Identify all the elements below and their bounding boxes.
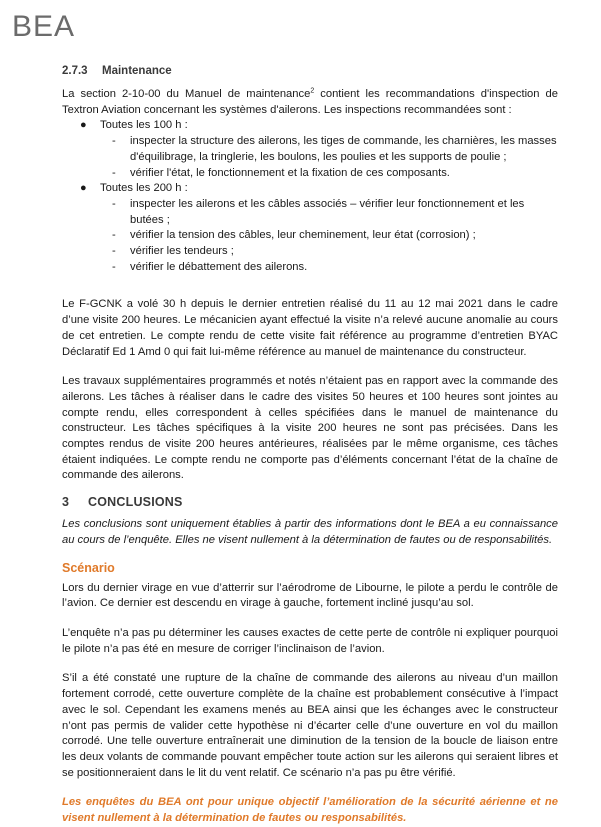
dash-icon: - bbox=[112, 260, 116, 273]
scenario-heading: Scénario bbox=[62, 560, 115, 575]
conclusions-title: CONCLUSIONS bbox=[88, 495, 183, 510]
paragraph-text: La section 2-10-00 du Manuel de maintenance bbox=[62, 88, 311, 100]
page-content bbox=[62, 64, 558, 827]
sub-list-item bbox=[62, 260, 558, 276]
sub-list-item bbox=[62, 244, 558, 260]
section-heading bbox=[62, 64, 558, 78]
list-label: Toutes les 100 h : bbox=[100, 119, 188, 132]
dash-icon: - bbox=[112, 197, 116, 210]
dash-icon: - bbox=[112, 166, 116, 179]
scenario-paragraph-1: Lors du dernier virage en vue d’atterrir sur l’aérodrome de Libourne, le pilote a perdu le contrôle de l’avion. Ce dernier est descendu en virage à gauche, fortement incliné jusqu’au sol. bbox=[62, 581, 558, 610]
sub-list-text: vérifier l'état, le fonctionnement et la fixation de ces composants. bbox=[130, 166, 450, 179]
list-item-100h bbox=[62, 118, 558, 134]
sub-list-text: inspecter la structure des ailerons, les tiges de commande, les charnières, les masses d'équilibrage, la tringlerie, les boulons, les poulies et les supports de poulie ; bbox=[130, 135, 557, 163]
sub-list-text: vérifier la tension des câbles, leur cheminement, leur état (corrosion) ; bbox=[130, 229, 476, 242]
sub-list-item bbox=[62, 134, 558, 165]
bea-disclaimer-note: Les enquêtes du BEA ont pour unique objectif l’amélioration de la sécurité aérienne et ne visent nullement à la détermination de fautes ou responsabilités. bbox=[62, 796, 558, 825]
scenario-paragraph-2: L’enquête n’a pas pu déterminer les causes exactes de cette perte de contrôle ni expliquer pourquoi le pilote n’a pas été en mesure de corriger l’inclinaison de l’avion. bbox=[62, 626, 558, 655]
scenario-paragraph-3: S’il a été constaté une rupture de la chaîne de commande des ailerons au niveau d’un maillon fortement corrodé, cette ouverture complète de la chaîne est probablement consécutive à l’impact avec le sol. Cependant les examens menés au BEA ainsi que les échanges avec le constructeur n’ont pas permis de valider cette hypothèse ni d’écarter celle d’une ouverture en vol du maillon corrodé. Une telle ouverture entraînerait une diminution de la tension de la boucle de liaison entre les deux volants de commande pouvant empêcher toute action sur les ailerons qui seraient libres et se positionneraient dans le lit du vent relatif. Ce scénario n’a pas pu être vérifié. bbox=[62, 672, 558, 779]
conclusions-heading bbox=[62, 495, 558, 509]
dash-icon: - bbox=[112, 135, 116, 148]
sub-list-item bbox=[62, 166, 558, 182]
maintenance-intro-paragraph bbox=[62, 87, 558, 118]
paragraph-text: contient les recommandations d'inspection de Textron Aviation concernant les systèmes d'ailerons. Les inspections recommandées sont : bbox=[62, 88, 558, 116]
footnote-ref: 2 bbox=[310, 87, 315, 95]
section-title: Maintenance bbox=[102, 65, 172, 77]
list-label: Toutes les 200 h : bbox=[100, 182, 188, 195]
additional-work-paragraph: Les travaux supplémentaires programmés et notés n’étaient pas en rapport avec la commande des ailerons. Les tâches à réaliser dans le cadre des visites 50 heures et 100 heures sont jointes au compte rendu, elles correspondent à celles spécifiées dans le manuel de maintenance du constructeur. Les tâches spécifiques à la visite 200 heures ne sont pas précisées. Dans les comptes rendus de visite 200 heures antérieures, réalisées par le même organisme, ces tâches étaient indiquées. Le compte rendu ne comporte pas d’éléments concernant l’état de la chaîne de commande des ailerons. bbox=[62, 375, 558, 482]
aircraft-maintenance-paragraph: Le F-GCNK a volé 30 h depuis le dernier entretien réalisé du 11 au 12 mai 2021 dans le cadre d’une visite 200 heures. Le mécanicien ayant effectué la visite n’a relevé aucune anomalie au cours de cet entretien. Le compte rendu de cette visite fait référence au programme d’entretien BYAC Déclaratif Ed 1 Amd 0 qui fait lui-même référence au manuel de maintenance du constructeur. bbox=[62, 298, 558, 358]
sub-list-item bbox=[62, 197, 558, 228]
section-number: 2.7.3 bbox=[62, 65, 88, 77]
conclusions-intro: Les conclusions sont uniquement établies à partir des informations dont le BEA a eu connaissance au cours de l’enquête. Elles ne visent nullement à la détermination de fautes ou de responsabilités. bbox=[62, 518, 558, 546]
dash-icon: - bbox=[112, 229, 116, 242]
bullet-icon: ● bbox=[80, 119, 87, 132]
conclusions-number: 3 bbox=[62, 495, 70, 510]
sub-list-item bbox=[62, 228, 558, 244]
dash-icon: - bbox=[112, 245, 116, 258]
sub-list-text: vérifier les tendeurs ; bbox=[130, 245, 234, 258]
bea-logo: BEA bbox=[12, 10, 76, 43]
sub-list-text: vérifier le débattement des ailerons. bbox=[130, 260, 308, 273]
list-item-200h bbox=[62, 181, 558, 197]
bullet-icon: ● bbox=[80, 182, 87, 195]
sub-list-text: inspecter les ailerons et les câbles associés – vérifier leur fonctionnement et les butées ; bbox=[130, 197, 525, 226]
